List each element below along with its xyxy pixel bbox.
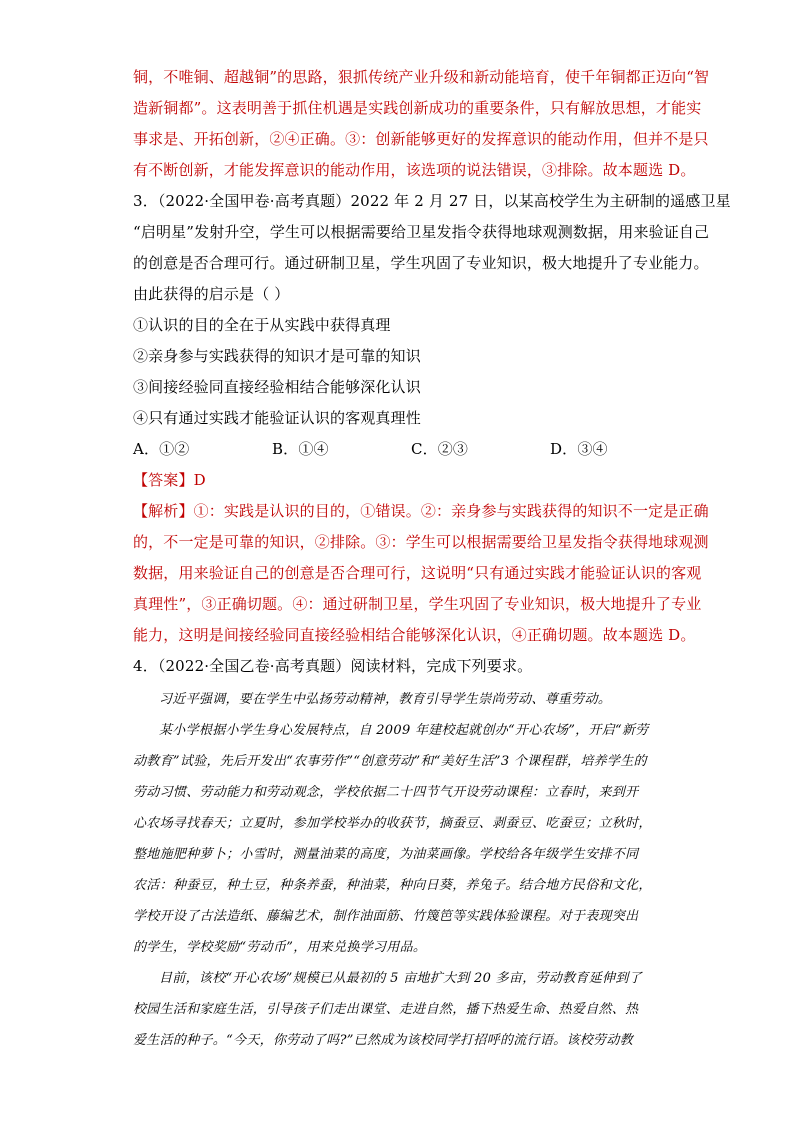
question-stem-line: 3．（2022·全国甲卷·高考真题）2022 年 2 月 27 日，以某高校学生为主研制的遥感卫星 xyxy=(133,192,731,210)
material-line: 动教育”试验，先后开发出“农事劳作”“创意劳动”和“美好生活”3 个课程群，培养学生的 xyxy=(133,754,647,769)
question-stem-line: 的创意是否合理可行。通过研制卫星，学生巩固了专业知识，极大地提升了专业能力。 xyxy=(133,254,709,272)
statement: ①认识的目的全在于从实践中获得真理 xyxy=(133,316,391,334)
material-line: 心农场寻找春天；立夏时，参加学校举办的收获节，摘蚕豆、剥蚕豆、吃蚕豆；立秋时， xyxy=(133,816,652,831)
reading-material xyxy=(133,684,673,1056)
answer-label: 【答案】 xyxy=(133,471,194,489)
answer-line xyxy=(133,465,673,496)
analysis-line: 的，不一定是可靠的知识，②排除。③：学生可以根据需要给卫星发指令获得地球观测 xyxy=(133,533,709,551)
analysis-text: ①：实践是认识的目的，①错误。②：亲身参与实践获得的知识不一定是正确 xyxy=(193,502,709,520)
analysis-label: 【解析】 xyxy=(133,502,194,520)
analysis-line: 有不断创新，才能发挥意识的能动作用，该选项的说法错误，③排除。故本题选 D。 xyxy=(133,161,696,179)
statement: ③间接经验同直接经验相结合能够深化认识 xyxy=(133,378,421,396)
answer-options xyxy=(133,434,673,465)
option-b: B．①④ xyxy=(272,440,329,458)
question-3 xyxy=(133,186,731,651)
analysis-line: 真理性”，③正确切题。④：通过研制卫星，学生巩固了专业知识，极大地提升了专业 xyxy=(133,595,702,613)
material-line: 农活：种蚕豆，种土豆，种条养蚕，种油菜，种向日葵，养兔子。结合地方民俗和文化， xyxy=(133,878,652,893)
question-header: 4．（2022·全国乙卷·高考真题）阅读材料，完成下列要求。 xyxy=(133,657,533,675)
statement: ④只有通过实践才能验证认识的客观真理性 xyxy=(133,409,421,427)
material-line: 目前，该校“开心农场”规模已从最初的 5 亩地扩大到 20 多亩，劳动教育延伸到了 xyxy=(159,971,642,986)
statement: ②亲身参与实践获得的知识才是可靠的知识 xyxy=(133,347,421,365)
analysis-line: 能力，这明是间接经验同直接经验相结合能够深化认识，④正确切题。故本题选 D。 xyxy=(133,626,696,644)
option-a: A．①② xyxy=(133,440,190,458)
analysis-line: 事求是、开拓创新，②④正确。③：创新能够更好的发挥意识的能动作用，但并不是只 xyxy=(133,130,709,148)
analysis-line xyxy=(133,496,709,527)
question-stem-line: “启明星”发射升空，学生可以根据需要给卫星发指令获得地球观测数据，用来验证自己 xyxy=(133,223,710,241)
answer-value: D xyxy=(193,471,206,489)
analysis-line: 数据，用来验证自己的创意是否合理可行，这说明“只有通过实践才能验证认识的客观 xyxy=(133,564,702,582)
page-content xyxy=(133,62,731,1056)
material-line: 学校开设了古法造纸、藤编艺术，制作油面筋、竹篾笆等实践体验课程。对于表现突出 xyxy=(133,909,639,924)
material-line: 某小学根据小学生身心发展特点，自 2009 年建校起就创办“开心农场”，开启“新劳 xyxy=(159,723,649,738)
analysis-line: 铜，不唯铜、超越铜”的思路，狠抓传统产业升级和新动能培育，使千年铜都正迈向“智 xyxy=(133,68,710,86)
material-line: 劳动习惯、劳动能力和劳动观念，学校依据二十四节气开设劳动课程：立春时，来到开 xyxy=(133,785,639,800)
material-line: 爱生活的种子。“今天，你劳动了吗?”已然成为该校同学打招呼的流行语。该校劳动教 xyxy=(133,1033,633,1048)
option-c: C．②③ xyxy=(411,440,469,458)
question-4 xyxy=(133,651,673,1056)
material-line: 的学生，学校奖励“劳动币”，用来兑换学习用品。 xyxy=(133,940,427,955)
prev-answer-analysis xyxy=(133,62,710,186)
question-stem-line: 由此获得的启示是（ ） xyxy=(133,285,290,303)
material-line: 习近平强调，要在学生中弘扬劳动精神，教育引导学生崇尚劳动、尊重劳动。 xyxy=(159,692,612,707)
material-line: 整地施肥种萝卜；小雪时，测量油菜的高度，为油菜画像。学校给各年级学生安排不同 xyxy=(133,847,639,862)
material-line: 校园生活和家庭生活，引导孩子们走出课堂、走进自然，播下热爱生命、热爱自然、热 xyxy=(133,1002,639,1017)
option-d: D．③④ xyxy=(550,440,608,458)
analysis-line: 造新铜都”。这表明善于抓住机遇是实践创新成功的重要条件，只有解放思想，才能实 xyxy=(133,99,702,117)
